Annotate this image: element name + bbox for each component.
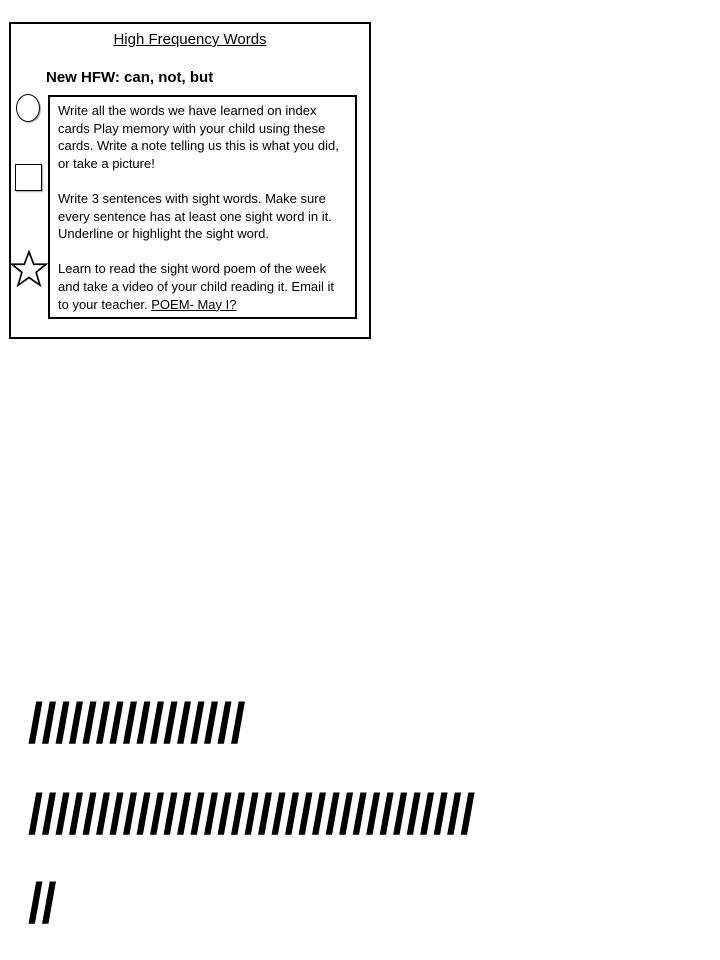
- circle-icon: [16, 94, 40, 122]
- slash-marks-line-1: ////////////////: [28, 692, 245, 755]
- square-icon: [15, 164, 42, 191]
- slash-marks-line-2: /////////////////////////////////: [28, 783, 474, 846]
- card-title: High Frequency Words: [113, 31, 267, 48]
- poem-link[interactable]: POEM- May I?: [151, 296, 237, 312]
- task-paragraph-1: Write all the words we have learned on index cards Play memory with your child using these cards. Write a note telling us this is what you did, or take a picture!: [58, 103, 339, 171]
- task-paragraph-2: Write 3 sentences with sight words. Make sure every sentence has at least one sight word in it. Underline or highlight the sight word.: [58, 190, 332, 242]
- task-text: [58, 102, 348, 313]
- slash-marks-line-3: //: [28, 872, 56, 935]
- task-paragraph-3: [58, 260, 348, 313]
- task-box: [48, 95, 357, 319]
- star-icon: [10, 250, 48, 288]
- task-paragraph-3-text: Learn to read the sight word poem of the week and take a video of your child reading it. Email it to your teacher.: [58, 261, 335, 312]
- new-hfw-label: New HFW: can, not, but: [46, 69, 214, 86]
